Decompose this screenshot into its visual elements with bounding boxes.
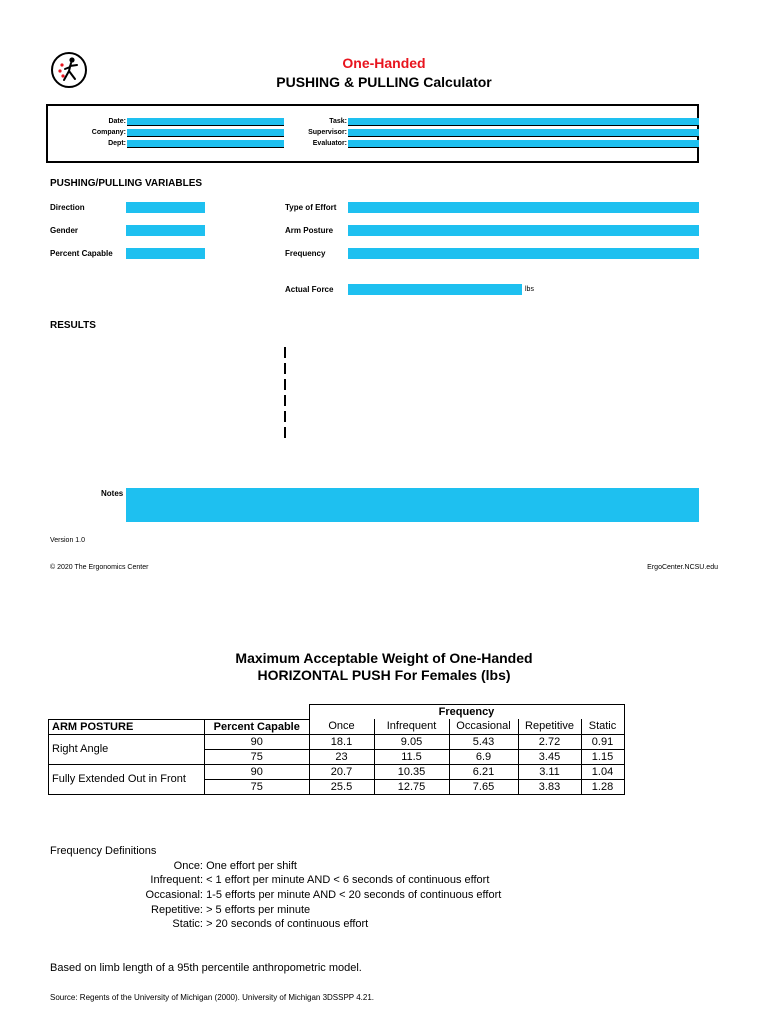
page-title: PUSHING & PULLING Calculator bbox=[276, 74, 492, 90]
definition-text: > 20 seconds of continuous effort bbox=[206, 918, 369, 930]
value-cell: 1.15 bbox=[581, 749, 624, 764]
definitions-heading: Frequency Definitions bbox=[50, 845, 157, 857]
value-cell: 25.5 bbox=[309, 779, 374, 794]
basis-note: Based on limb length of a 95th percentile anthropometric model. bbox=[50, 962, 362, 974]
evaluator-label: Evaluator: bbox=[312, 140, 347, 147]
actual-force-input[interactable] bbox=[348, 284, 522, 295]
copyright-text: © 2020 The Ergonomics Center bbox=[50, 564, 149, 571]
percent-cell: 75 bbox=[205, 749, 310, 764]
supervisor-field[interactable] bbox=[348, 129, 699, 137]
col-header: Static bbox=[581, 719, 624, 734]
actual-force-unit: lbs bbox=[525, 286, 534, 293]
definition-text: < 1 effort per minute AND < 6 seconds of continuous effort bbox=[206, 874, 490, 886]
value-cell: 18.1 bbox=[309, 734, 374, 749]
definition-text: One effort per shift bbox=[206, 860, 297, 872]
value-cell: 6.21 bbox=[449, 764, 518, 779]
gender-label: Gender bbox=[50, 226, 79, 235]
arm-posture-label: Arm Posture bbox=[285, 226, 334, 235]
value-cell: 5.43 bbox=[449, 734, 518, 749]
page-subtitle: One-Handed bbox=[342, 55, 426, 71]
value-cell: 1.28 bbox=[581, 779, 624, 794]
definition-term: Repetitive: bbox=[151, 904, 203, 916]
definition-term: Occasional: bbox=[145, 889, 203, 901]
result-marker bbox=[284, 379, 286, 390]
value-cell: 20.7 bbox=[309, 764, 374, 779]
col-header: Repetitive bbox=[518, 719, 581, 734]
supervisor-label: Supervisor: bbox=[308, 129, 347, 136]
value-cell: 3.11 bbox=[518, 764, 581, 779]
weights-table bbox=[48, 704, 625, 795]
dept-label: Dept: bbox=[108, 140, 126, 147]
direction-select[interactable] bbox=[126, 202, 205, 213]
value-cell: 7.65 bbox=[449, 779, 518, 794]
direction-label: Direction bbox=[50, 203, 85, 212]
date-field[interactable] bbox=[127, 118, 284, 126]
col-header: Once bbox=[309, 719, 374, 734]
company-field[interactable] bbox=[127, 129, 284, 137]
frequency-select[interactable] bbox=[348, 248, 699, 259]
result-marker bbox=[284, 395, 286, 406]
results-heading: RESULTS bbox=[50, 320, 96, 331]
definition-row bbox=[45, 860, 297, 872]
value-cell: 1.04 bbox=[581, 764, 624, 779]
percent-cell: 90 bbox=[205, 764, 310, 779]
arm-posture-header: ARM POSTURE bbox=[49, 719, 205, 734]
percent-capable-label: Percent Capable bbox=[50, 249, 113, 258]
value-cell: 12.75 bbox=[374, 779, 449, 794]
definition-term: Static: bbox=[172, 918, 203, 930]
date-label: Date: bbox=[108, 118, 126, 125]
notes-label: Notes bbox=[101, 489, 124, 498]
frequency-label: Frequency bbox=[285, 249, 326, 258]
definition-text: 1-5 efforts per minute AND < 20 seconds of continuous effort bbox=[206, 889, 502, 901]
company-label: Company: bbox=[91, 129, 126, 136]
evaluator-field[interactable] bbox=[348, 140, 699, 148]
frequency-header: Frequency bbox=[309, 705, 624, 720]
value-cell: 11.5 bbox=[374, 749, 449, 764]
result-marker bbox=[284, 363, 286, 374]
variables-heading: PUSHING/PULLING VARIABLES bbox=[50, 178, 203, 189]
definition-row bbox=[45, 918, 368, 930]
task-field[interactable] bbox=[348, 118, 699, 126]
col-header: Occasional bbox=[449, 719, 518, 734]
result-marker bbox=[284, 411, 286, 422]
posture-cell: Right Angle bbox=[49, 734, 205, 764]
task-label: Task: bbox=[329, 118, 347, 125]
posture-cell: Fully Extended Out in Front bbox=[49, 764, 205, 794]
table-title-line1: Maximum Acceptable Weight of One-Handed bbox=[235, 650, 533, 666]
type-of-effort-select[interactable] bbox=[348, 202, 699, 213]
definition-term: Once: bbox=[173, 860, 203, 872]
notes-field[interactable] bbox=[126, 488, 699, 522]
arm-posture-select[interactable] bbox=[348, 225, 699, 236]
definition-row bbox=[45, 904, 310, 916]
gender-select[interactable] bbox=[126, 225, 205, 236]
version-text: Version 1.0 bbox=[50, 537, 86, 544]
website-link[interactable]: ErgoCenter.NCSU.edu bbox=[647, 564, 718, 571]
dept-field[interactable] bbox=[127, 140, 284, 148]
col-header: Infrequent bbox=[374, 719, 449, 734]
value-cell: 10.35 bbox=[374, 764, 449, 779]
value-cell: 3.45 bbox=[518, 749, 581, 764]
actual-force-label: Actual Force bbox=[285, 285, 334, 294]
definition-row bbox=[45, 889, 501, 901]
type-of-effort-label: Type of Effort bbox=[285, 203, 337, 212]
value-cell: 3.83 bbox=[518, 779, 581, 794]
percent-capable-header: Percent Capable bbox=[205, 719, 310, 734]
value-cell: 6.9 bbox=[449, 749, 518, 764]
value-cell: 0.91 bbox=[581, 734, 624, 749]
percent-cell: 75 bbox=[205, 779, 310, 794]
value-cell: 23 bbox=[309, 749, 374, 764]
source-note: Source: Regents of the University of Michigan (2000). University of Michigan 3DSSPP 4.21. bbox=[50, 993, 375, 1002]
definition-term: Infrequent: bbox=[150, 874, 203, 886]
definition-row bbox=[45, 874, 489, 886]
result-marker bbox=[284, 427, 286, 438]
value-cell: 9.05 bbox=[374, 734, 449, 749]
percent-cell: 90 bbox=[205, 734, 310, 749]
result-marker bbox=[284, 347, 286, 358]
value-cell: 2.72 bbox=[518, 734, 581, 749]
table-title-line2: HORIZONTAL PUSH For Females (lbs) bbox=[257, 667, 511, 683]
definition-text: > 5 efforts per minute bbox=[206, 904, 311, 916]
percent-capable-select[interactable] bbox=[126, 248, 205, 259]
